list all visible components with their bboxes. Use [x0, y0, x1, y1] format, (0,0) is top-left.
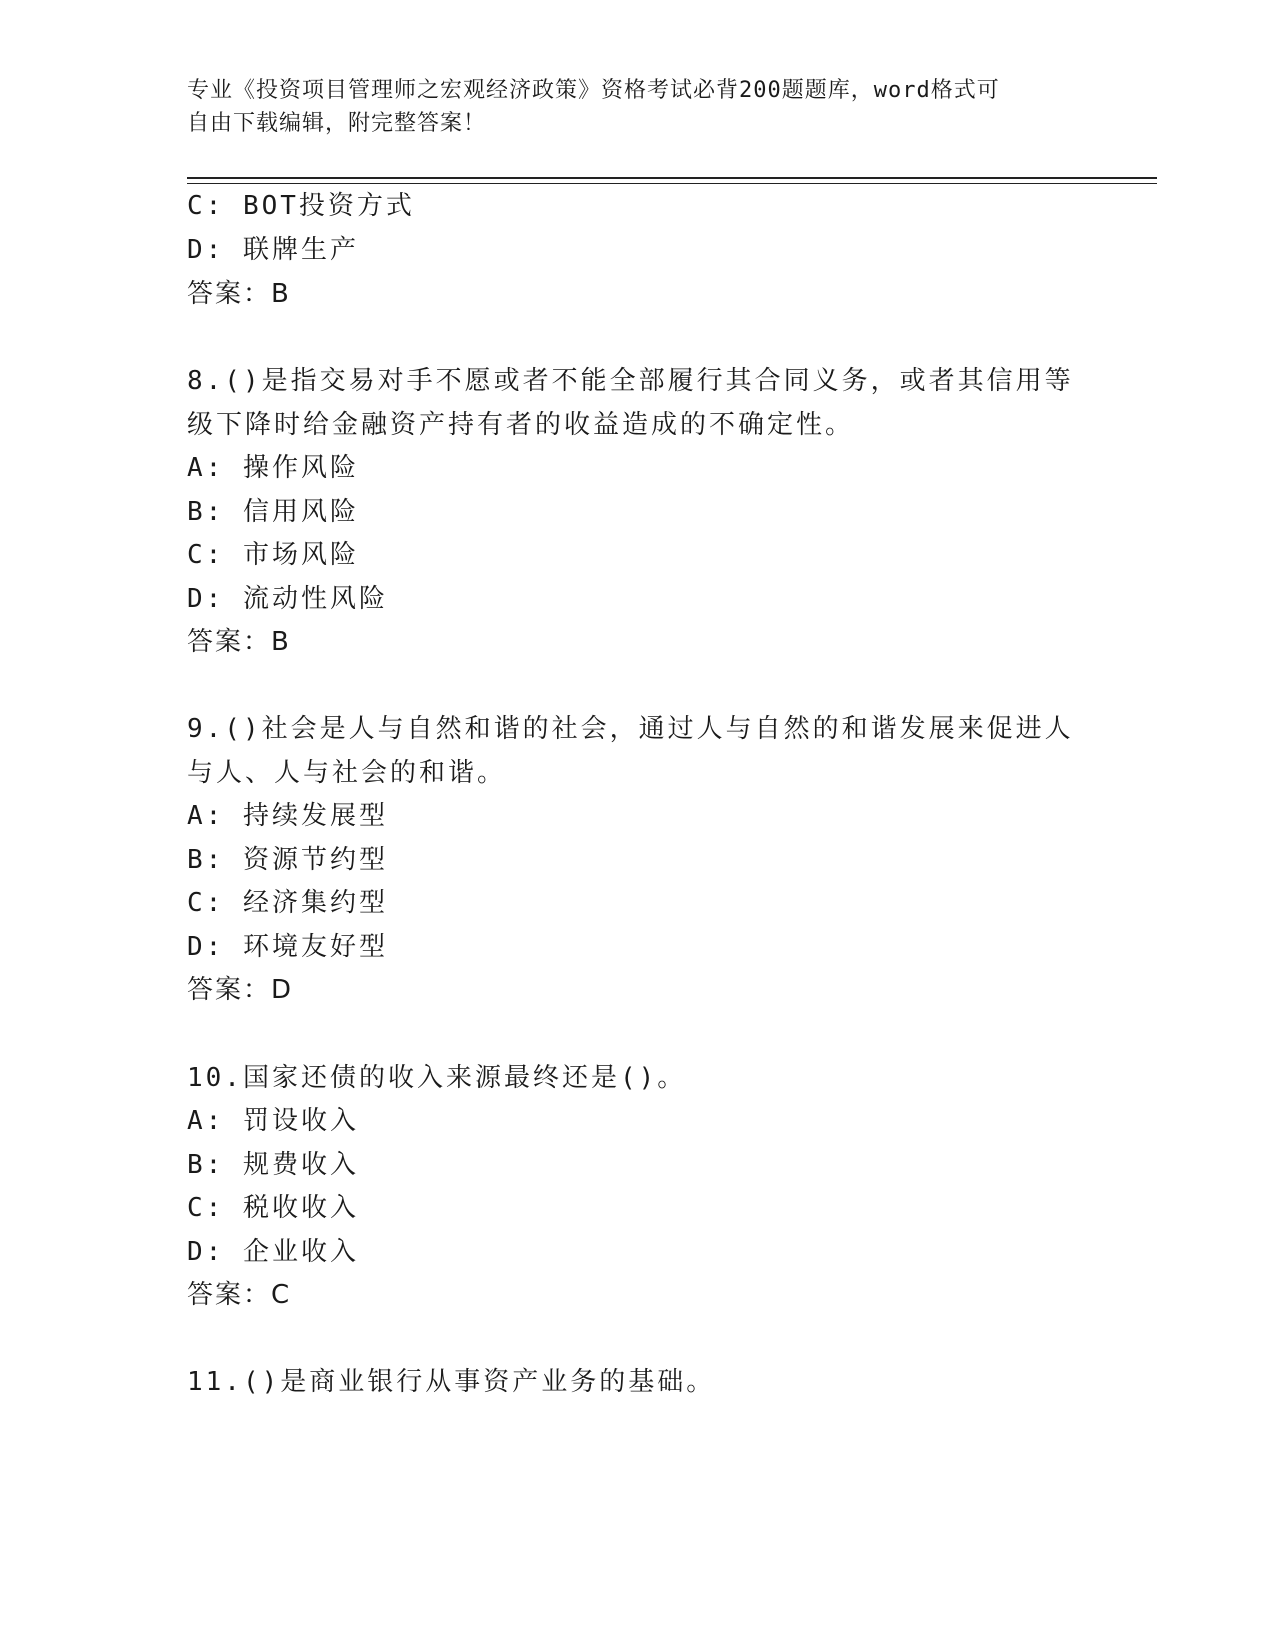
q10-answer: 答案：C: [187, 1280, 292, 1310]
q8-option-b: B: 信用风险: [187, 497, 359, 527]
q9-option-c: C: 经济集约型: [187, 888, 388, 918]
q8-option-d: D: 流动性风险: [187, 584, 388, 614]
q9-stem-line-1: 9.()社会是人与自然和谐的社会，通过人与自然的和谐发展来促进人: [187, 714, 1074, 744]
q9-stem-line-2: 与人、人与社会的和谐。: [187, 758, 507, 788]
q8-stem-line-2: 级下降时给金融资产持有者的收益造成的不确定性。: [187, 410, 855, 440]
header-line-1: 专业《投资项目管理师之宏观经济政策》资格考试必背200题题库，word格式可: [187, 78, 1000, 103]
q9-option-d: D: 环境友好型: [187, 932, 388, 962]
header-rule-thick: [187, 177, 1157, 179]
q8-option-c: C: 市场风险: [187, 540, 359, 570]
q8-option-a: A: 操作风险: [187, 453, 359, 483]
header-rule-thin: [187, 183, 1157, 184]
q9-answer: 答案：D: [187, 975, 294, 1005]
q9-option-b: B: 资源节约型: [187, 845, 388, 875]
q10-option-d: D: 企业收入: [187, 1237, 359, 1267]
q7-answer: 答案：B: [187, 279, 291, 309]
page-header: [187, 74, 1067, 140]
q10-option-a: A: 罚设收入: [187, 1106, 359, 1136]
q10-option-b: B: 规费收入: [187, 1150, 359, 1180]
q10-option-c: C: 税收收入: [187, 1193, 359, 1223]
q11-stem: 11.()是商业银行从事资产业务的基础。: [187, 1367, 716, 1397]
header-line-2: 自由下载编辑，附完整答案！: [187, 111, 487, 136]
q8-stem-line-1: 8.()是指交易对手不愿或者不能全部履行其合同义务，或者其信用等: [187, 366, 1074, 396]
q10-stem: 10.国家还债的收入来源最终还是()。: [187, 1063, 687, 1093]
q9-option-a: A: 持续发展型: [187, 801, 388, 831]
q7-option-c: C: BOT投资方式: [187, 191, 415, 221]
q7-option-d: D: 联牌生产: [187, 235, 359, 265]
q8-answer: 答案：B: [187, 627, 291, 657]
